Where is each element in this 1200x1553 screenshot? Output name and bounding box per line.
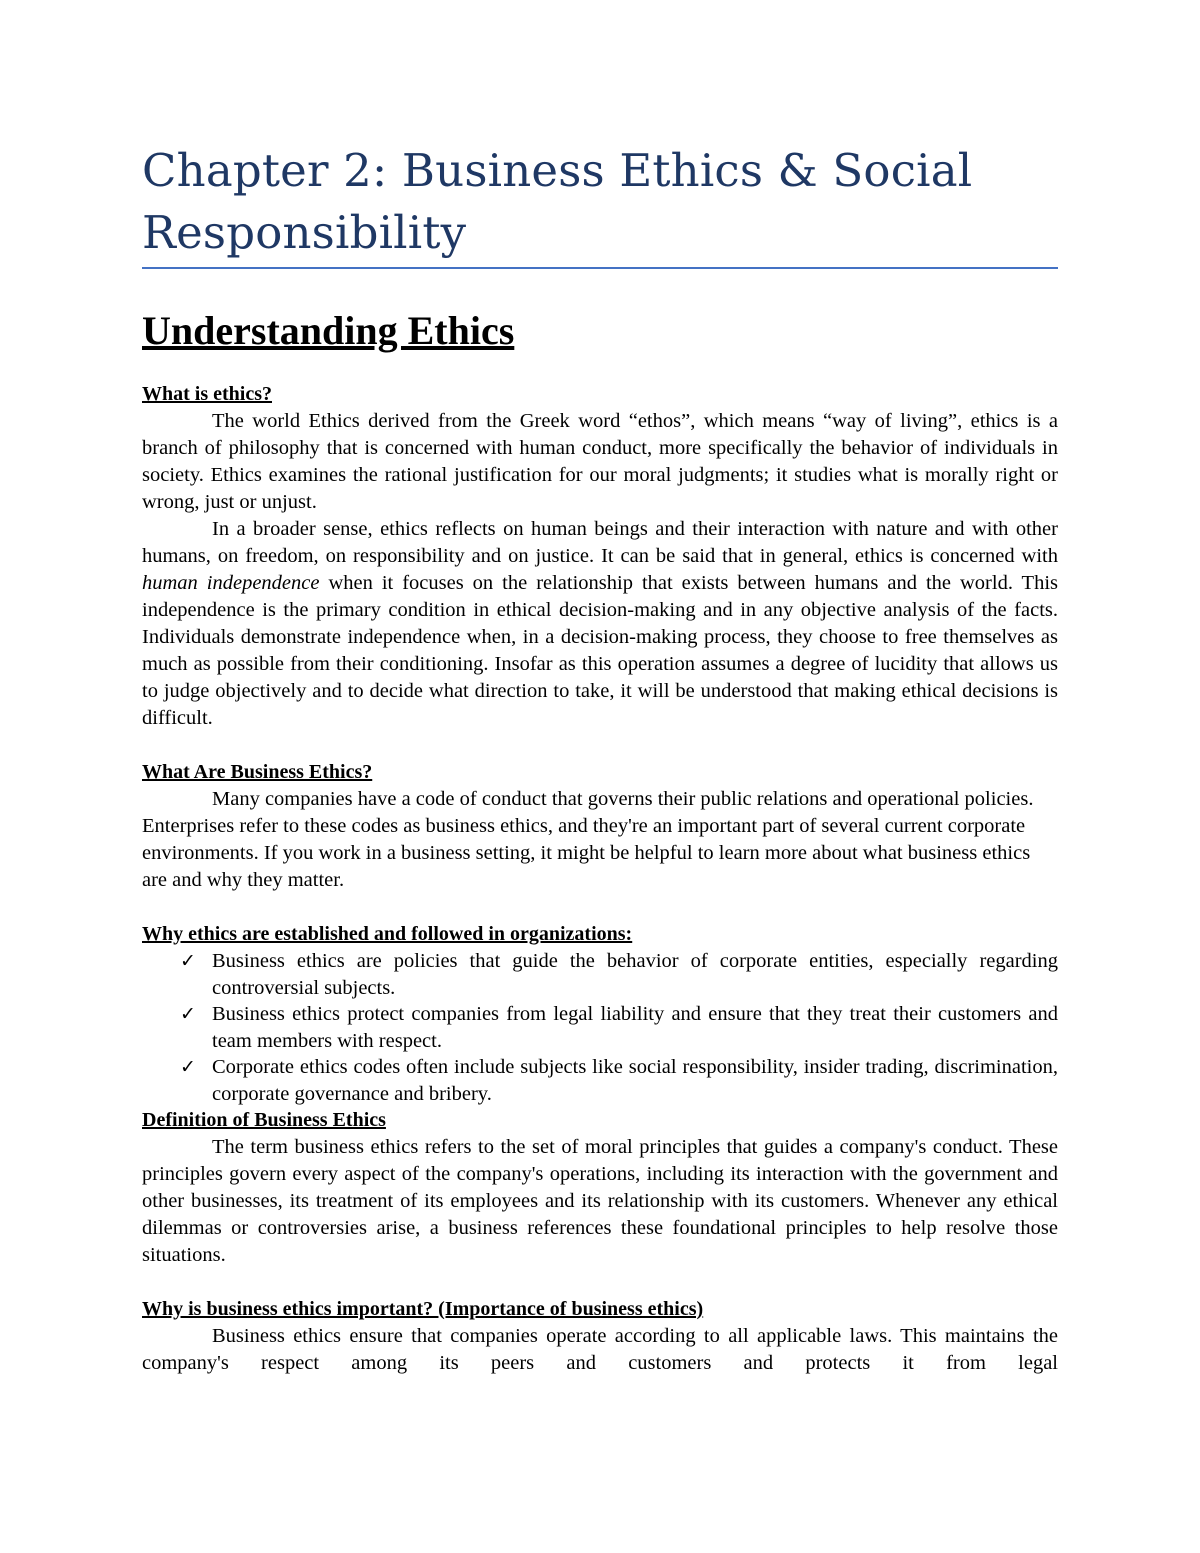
list-item-text: Business ethics are policies that guide the behavior of corporate entities, especially regarding controversial subjects. — [212, 950, 1058, 999]
section-heading: Understanding Ethics — [142, 308, 515, 353]
definition-heading: Definition of Business Ethics — [142, 1109, 386, 1131]
definition-paragraph: The term business ethics refers to the set of moral principles that guides a company's conduct. These principles govern every aspect of the company's operations, including its interaction with the government and other businesses, its treatment of its employees and its relationship with its customers. Whenever any ethical dilemmas or controversies arise, a business references these foundational principles to help resolve those situations. — [142, 1136, 1058, 1266]
business-ethics-heading: What Are Business Ethics? — [142, 761, 373, 783]
list-item — [142, 1054, 1058, 1107]
list-item — [142, 1001, 1058, 1054]
check-icon: ✓ — [180, 1003, 196, 1025]
italic-term: human independence — [142, 572, 320, 594]
spacer — [142, 1269, 1058, 1296]
importance-heading: Why is business ethics important? (Importance of business ethics) — [142, 1298, 704, 1320]
spacer — [142, 894, 1058, 921]
why-established-heading: Why ethics are established and followed in organizations: — [142, 923, 633, 945]
what-is-ethics-heading: What is ethics? — [142, 383, 272, 405]
spacer — [142, 732, 1058, 759]
title-rule — [142, 267, 1058, 269]
what-is-ethics-paragraph-2 — [142, 516, 1058, 732]
chapter-title: Chapter 2: Business Ethics & Social Responsibility — [142, 144, 973, 259]
list-item — [142, 948, 1058, 1001]
check-icon: ✓ — [180, 1056, 196, 1078]
check-icon: ✓ — [180, 950, 196, 972]
check-list — [142, 948, 1058, 1107]
list-item-text: Corporate ethics codes often include subjects like social responsibility, insider trading, discrimination, corporate governance and bribery. — [212, 1056, 1058, 1105]
paragraph-text: when it focuses on the relationship that exists between humans and the world. This independence is the primary condition in ethical decision-making and in any objective analysis of the facts. Individuals demonstrate independence when, in a decision-making process, they choose to free themselves as much as possible from their conditioning. Insofar as this operation assumes a degree of lucidity that allows us to judge objectively and to decide what direction to take, it will be understood that making ethical decisions is difficult. — [142, 572, 1058, 729]
list-item-text: Business ethics protect companies from legal liability and ensure that they treat their customers and team members with respect. — [212, 1003, 1058, 1052]
paragraph-text: In a broader sense, ethics reflects on human beings and their interaction with nature and with other humans, on freedom, on responsibility and on justice. It can be said that in general, ethics is concerned with — [142, 518, 1058, 567]
document-page — [142, 140, 1058, 1377]
importance-paragraph: Business ethics ensure that companies operate according to all applicable laws. This maintains the company's respect among its peers and customers and protects it from legal — [142, 1325, 1058, 1374]
business-ethics-paragraph: Many companies have a code of conduct that governs their public relations and operational policies. Enterprises refer to these codes as business ethics, and they're an important part of several current corporate environments. If you work in a business setting, it might be helpful to learn more about what business ethics are and why they matter. — [142, 788, 1034, 891]
what-is-ethics-paragraph-1: The world Ethics derived from the Greek word “ethos”, which means “way of living”, ethics is a branch of philosophy that is concerned with human conduct, more specifically the behavior of individuals in society. Ethics examines the rational justification for our moral judgments; it studies what is morally right or wrong, just or unjust. — [142, 410, 1058, 513]
